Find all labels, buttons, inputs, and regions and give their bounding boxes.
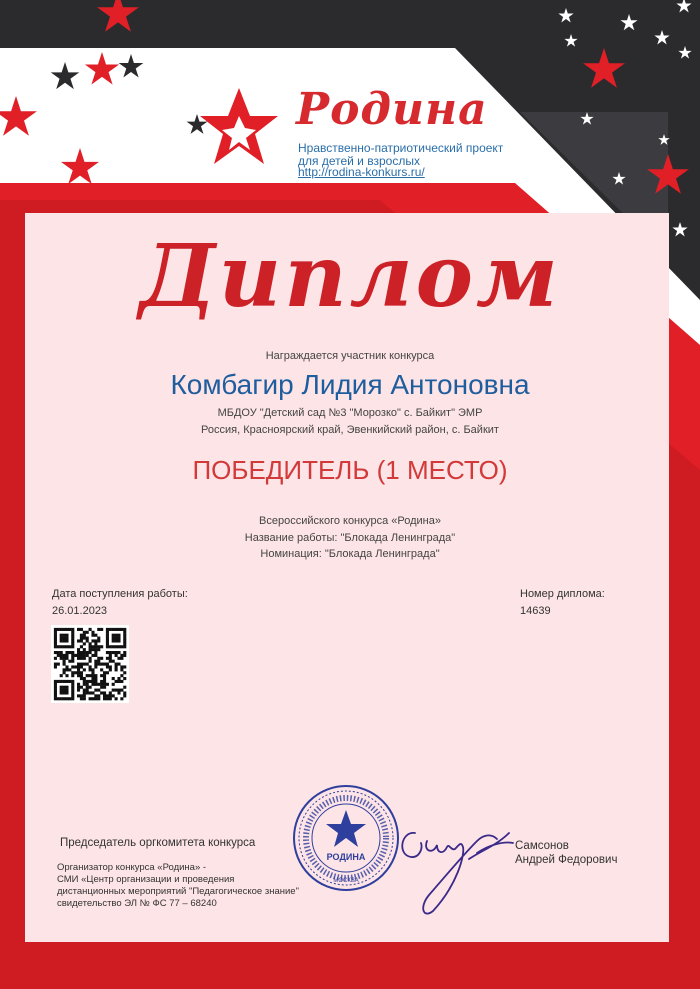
official-stamp xyxy=(290,782,402,894)
location: Россия, Красноярский край, Эвенкийский район, с. Байкит xyxy=(201,424,499,436)
work-title: Название работы: "Блокада Ленинграда" xyxy=(244,532,456,544)
diploma-number-value: 14639 xyxy=(520,605,551,617)
signer-name: Самсонов Андрей Федорович xyxy=(515,840,618,866)
qr-code[interactable] xyxy=(51,625,129,703)
logo-title: Родина xyxy=(296,84,488,135)
chair-label: Председатель оргкомитета конкурса xyxy=(60,837,256,849)
result-title: ПОБЕДИТЕЛЬ (1 МЕСТО) xyxy=(192,455,508,485)
qr-code-icon xyxy=(51,625,129,703)
date-label: Дата поступления работы: xyxy=(52,588,188,600)
stamp-center-text: РОДИНА xyxy=(326,852,366,862)
awarded-text: Награждается участник конкурса xyxy=(265,350,435,362)
diploma-title: Диплом xyxy=(139,226,561,327)
logo-star-icon xyxy=(198,86,280,170)
logo-link[interactable]: http://rodina-konkurs.ru/ xyxy=(298,165,425,179)
institution: МБДОУ "Детский сад №3 "Морозко" с. Байкит" ЭМР xyxy=(217,407,483,419)
date-value: 26.01.2023 xyxy=(52,605,108,617)
organizer-info: Организатор конкурса «Родина» - СМИ «Центр организации и проведения дистанционных мероприятий "Педагогическое знание" свидетельство ЭЛ № ФС 77 – 68240 xyxy=(57,862,299,909)
logo-subtitle: Нравственно-патриотический проект для детей и взрослых xyxy=(298,141,504,168)
nomination: Номинация: "Блокада Ленинграда" xyxy=(260,548,440,560)
stamp-city: МОСКВА xyxy=(333,878,359,884)
diploma-number-label: Номер диплома: xyxy=(520,588,605,600)
handwritten-signature xyxy=(393,815,523,920)
participant-name: Комбагир Лидия Антоновна xyxy=(170,369,530,400)
contest-name: Всероссийского конкурса «Родина» xyxy=(259,515,441,527)
stamp-star-icon xyxy=(326,810,366,847)
